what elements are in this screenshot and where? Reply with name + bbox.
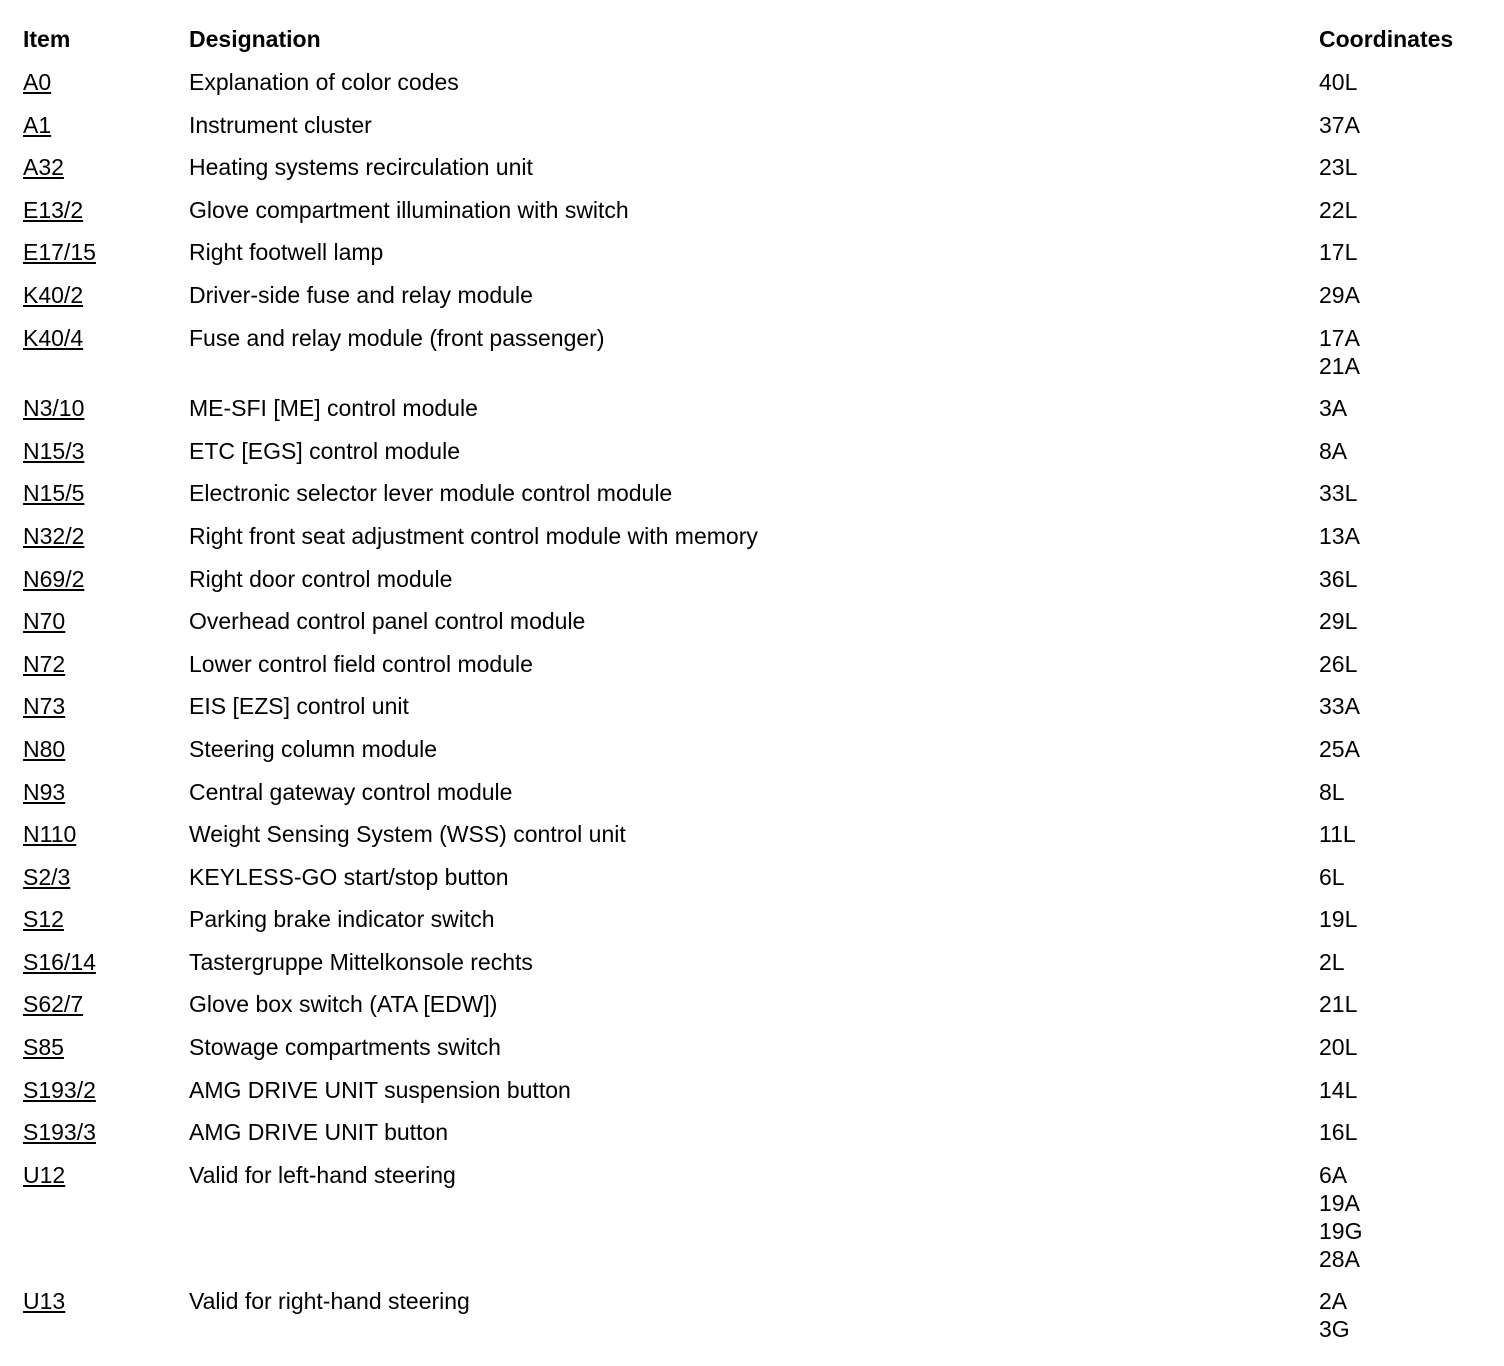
designation-text: AMG DRIVE UNIT suspension button [189, 1076, 571, 1103]
table-row [0, 948, 1504, 991]
table-body [0, 68, 1504, 1358]
item-link[interactable]: A32 [23, 154, 64, 181]
header-item: Item [23, 26, 71, 52]
table-row [0, 607, 1504, 650]
coordinates-cell [1319, 281, 1504, 309]
coordinate-value: 29A [1319, 281, 1360, 308]
item-link[interactable]: N73 [23, 693, 66, 720]
table-row [0, 153, 1504, 196]
item-link[interactable]: K40/2 [23, 281, 84, 308]
item-link[interactable]: A0 [23, 69, 52, 95]
item-link[interactable]: S12 [23, 906, 64, 933]
item-link[interactable]: S193/2 [23, 1076, 96, 1103]
coordinate-value: 16L [1319, 1119, 1358, 1146]
item-link[interactable]: N93 [23, 778, 66, 805]
item-link[interactable]: N32/2 [23, 522, 85, 549]
coordinates-cell [1319, 863, 1504, 891]
coordinates-cell [1319, 68, 1504, 96]
coordinate-value: 3G [1319, 1316, 1350, 1343]
coordinates-cell [1319, 437, 1504, 465]
coordinate-value: 22L [1319, 196, 1358, 223]
coordinates-cell [1319, 692, 1504, 720]
table-row [0, 1118, 1504, 1161]
designation-text: Central gateway control module [189, 778, 513, 805]
coordinate-value: 19G [1319, 1217, 1363, 1244]
coordinate-value: 21A [1319, 352, 1360, 379]
coordinate-value: 17L [1319, 239, 1358, 266]
table-row [0, 735, 1504, 778]
coordinates-cell [1319, 324, 1504, 380]
designation-text: ETC [EGS] control module [189, 437, 460, 464]
designation-text: Lower control field control module [189, 650, 533, 677]
coordinate-value: 14L [1319, 1076, 1358, 1103]
table-row [0, 479, 1504, 522]
designation-text: KEYLESS-GO start/stop button [189, 863, 509, 890]
coordinates-cell [1319, 778, 1504, 806]
coordinate-value: 13A [1319, 522, 1360, 549]
table-header [0, 26, 1504, 56]
coordinate-value: 2A [1319, 1288, 1348, 1315]
coordinate-value: 20L [1319, 1034, 1358, 1061]
coordinates-cell [1319, 1161, 1504, 1273]
item-link[interactable]: N80 [23, 735, 66, 762]
coordinate-value: 21L [1319, 991, 1358, 1018]
coordinate-value: 8L [1319, 778, 1345, 805]
coordinate-value: 19L [1319, 906, 1358, 933]
designation-text: Electronic selector lever module control module [189, 480, 673, 507]
table-row [0, 68, 1504, 111]
coordinate-value: 29L [1319, 608, 1358, 635]
coordinates-cell [1319, 948, 1504, 976]
designation-text: EIS [EZS] control unit [189, 693, 409, 720]
designation-text: Weight Sensing System (WSS) control unit [189, 821, 626, 848]
coordinate-value: 36L [1319, 565, 1358, 592]
designation-text: Driver-side fuse and relay module [189, 281, 533, 308]
table-row [0, 863, 1504, 906]
item-link[interactable]: N69/2 [23, 565, 85, 592]
designation-text: Right footwell lamp [189, 239, 384, 266]
item-link[interactable]: E13/2 [23, 196, 84, 223]
coordinate-value: 37A [1319, 111, 1360, 138]
table-row [0, 1076, 1504, 1119]
coordinate-value: 11L [1319, 821, 1356, 848]
coordinates-cell [1319, 1287, 1504, 1343]
designation-text: AMG DRIVE UNIT button [189, 1119, 449, 1146]
coordinates-cell [1319, 607, 1504, 635]
coordinate-value: 23L [1319, 154, 1358, 181]
table-row [0, 990, 1504, 1033]
designation-text: Instrument cluster [189, 111, 372, 138]
designation-text: Valid for left-hand steering [189, 1161, 456, 1188]
item-link[interactable]: S193/3 [23, 1119, 96, 1146]
table-row [0, 324, 1504, 395]
table-row [0, 1161, 1504, 1288]
table-row [0, 522, 1504, 565]
coordinate-value: 26L [1319, 650, 1358, 677]
item-link[interactable]: N70 [23, 608, 66, 635]
designation-text: Explanation of color codes [189, 69, 459, 95]
designation-text: Fuse and relay module (front passenger) [189, 324, 605, 351]
coordinate-value: 19A [1319, 1189, 1360, 1216]
table-row [0, 281, 1504, 324]
table-row [0, 650, 1504, 693]
coordinates-cell [1319, 905, 1504, 933]
designation-text: Right door control module [189, 565, 453, 592]
item-link[interactable]: S85 [23, 1034, 64, 1061]
designation-text: Tastergruppe Mittelkonsole rechts [189, 948, 533, 975]
coordinates-cell [1319, 650, 1504, 678]
coordinate-value: 6A [1319, 1161, 1348, 1188]
item-link[interactable]: N3/10 [23, 395, 85, 422]
table-row [0, 111, 1504, 154]
table-row [0, 778, 1504, 821]
table-row [0, 905, 1504, 948]
coordinate-value: 3A [1319, 395, 1348, 422]
table-row [0, 820, 1504, 863]
coordinate-value: 28A [1319, 1245, 1360, 1272]
designation-text: Valid for right-hand steering [189, 1288, 470, 1315]
designation-text: Parking brake indicator switch [189, 906, 495, 933]
designation-text: ME-SFI [ME] control module [189, 395, 478, 422]
item-link[interactable]: U12 [23, 1161, 66, 1188]
coordinates-cell [1319, 990, 1504, 1018]
designation-text: Glove compartment illumination with switch [189, 196, 629, 223]
table-row [0, 196, 1504, 239]
coordinate-value: 25A [1319, 735, 1360, 762]
coordinate-value: 40L [1319, 69, 1358, 95]
table-row [0, 692, 1504, 735]
coordinates-cell [1319, 735, 1504, 763]
designation-text: Stowage compartments switch [189, 1034, 501, 1061]
header-designation: Designation [189, 26, 321, 52]
table-row [0, 1287, 1504, 1358]
header-coordinates: Coordinates [1319, 26, 1454, 52]
table-row [0, 565, 1504, 608]
coordinates-cell [1319, 479, 1504, 507]
coordinates-cell [1319, 565, 1504, 593]
item-link[interactable]: N110 [23, 821, 77, 848]
coordinate-value: 33L [1319, 480, 1358, 507]
table-row [0, 437, 1504, 480]
item-link[interactable]: K40/4 [23, 324, 84, 351]
coordinates-cell [1319, 1076, 1504, 1104]
designation-text: Steering column module [189, 735, 438, 762]
coordinates-cell [1319, 196, 1504, 224]
item-link[interactable]: S62/7 [23, 991, 84, 1018]
item-link[interactable]: S16/14 [23, 948, 96, 975]
table-row [0, 238, 1504, 281]
coordinates-cell [1319, 522, 1504, 550]
coordinates-cell [1319, 1118, 1504, 1146]
coordinate-value: 33A [1319, 693, 1360, 720]
item-link[interactable]: A1 [23, 111, 52, 138]
designation-text: Right front seat adjustment control module with memory [189, 522, 758, 549]
coordinate-value: 17A [1319, 324, 1360, 351]
item-link[interactable]: N15/5 [23, 480, 85, 507]
coordinates-cell [1319, 394, 1504, 422]
item-link[interactable]: S2/3 [23, 863, 71, 890]
item-link[interactable]: E17/15 [23, 239, 96, 266]
item-link[interactable]: N72 [23, 650, 66, 677]
coordinate-value: 8A [1319, 437, 1348, 464]
coordinates-cell [1319, 1033, 1504, 1061]
item-link[interactable]: U13 [23, 1288, 66, 1315]
coordinates-cell [1319, 820, 1504, 848]
coordinates-cell [1319, 238, 1504, 266]
table-row [0, 394, 1504, 437]
designation-text: Overhead control panel control module [189, 608, 586, 635]
coordinate-value: 2L [1319, 948, 1345, 975]
coordinates-cell [1319, 153, 1504, 181]
item-link[interactable]: N15/3 [23, 437, 85, 464]
table-row [0, 1033, 1504, 1076]
coordinate-value: 6L [1319, 863, 1345, 890]
designation-text: Glove box switch (ATA [EDW]) [189, 991, 498, 1018]
designation-text: Heating systems recirculation unit [189, 154, 533, 181]
coordinates-cell [1319, 111, 1504, 139]
